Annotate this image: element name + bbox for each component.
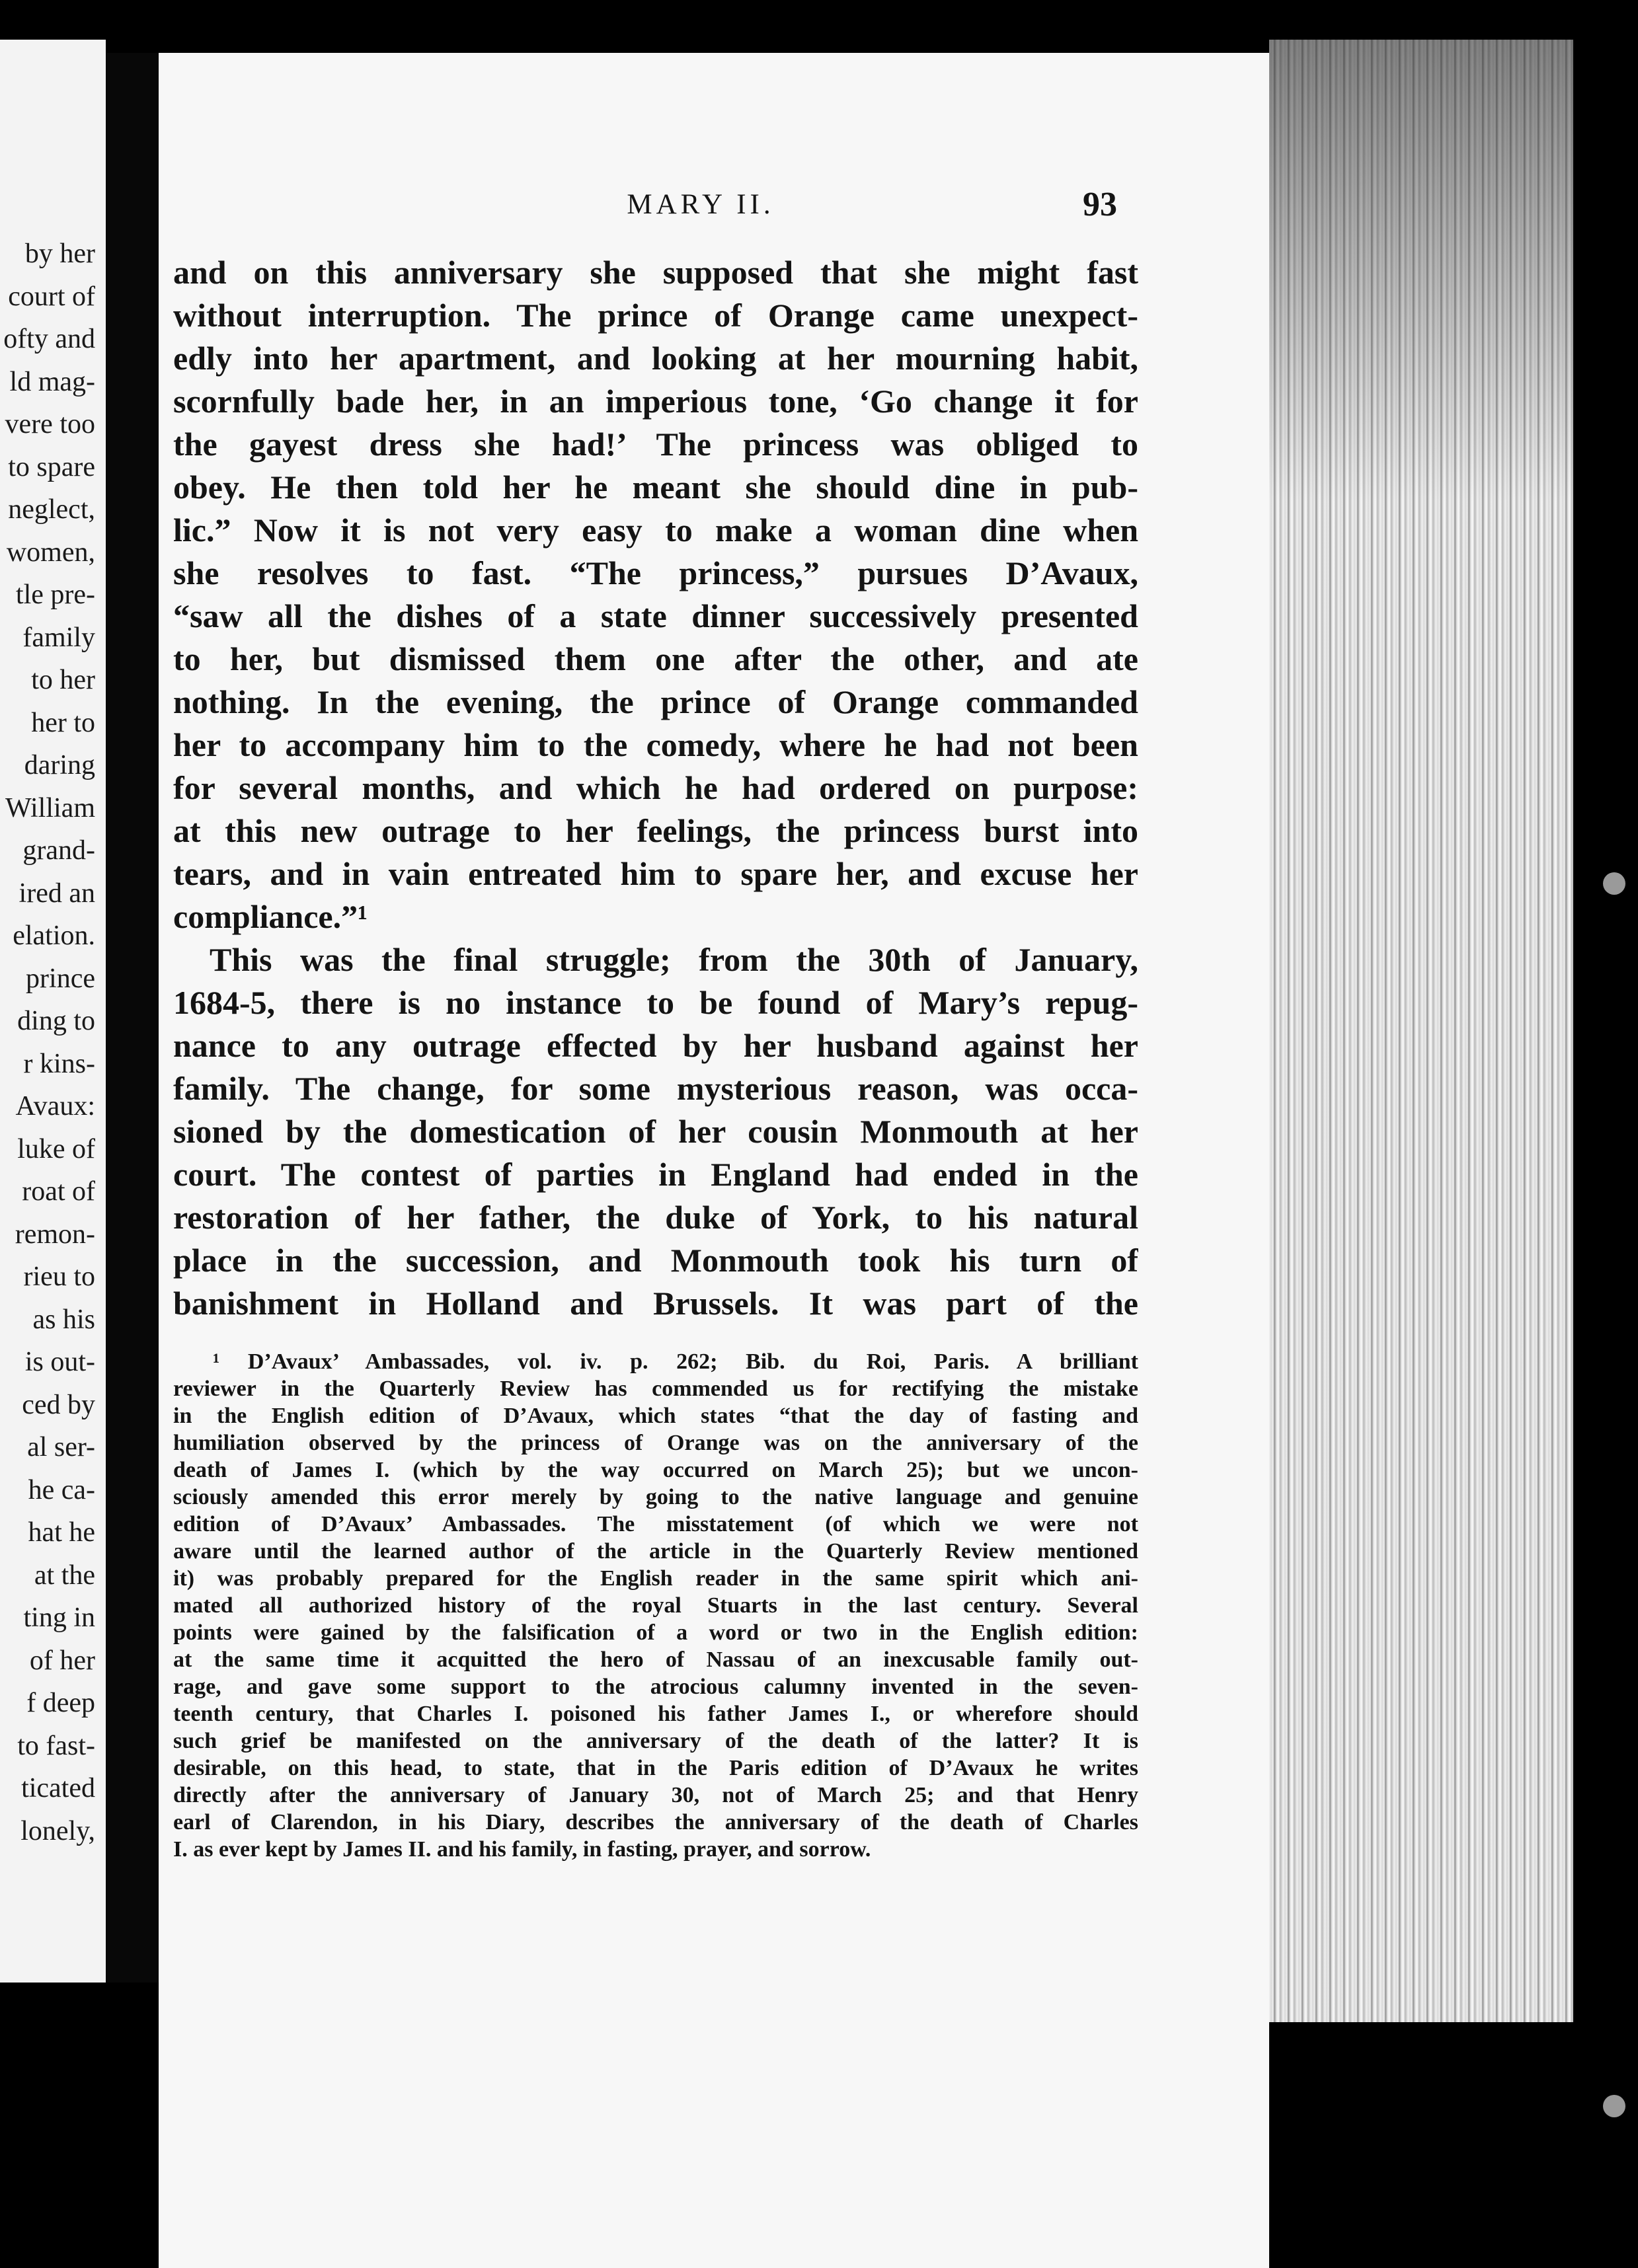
previous-page-line-fragment: grand-	[22, 835, 95, 866]
previous-page-line-fragment: ofty and	[3, 324, 95, 354]
body-text-line: banishment in Holland and Brussels. It was part of the	[173, 1285, 1138, 1322]
previous-page-line-fragment: to her	[31, 665, 95, 695]
fore-edge-shadow	[1269, 40, 1573, 502]
previous-page-line-fragment: of her	[29, 1645, 95, 1676]
previous-page-edge	[0, 40, 106, 1983]
body-text-line: compliance.”¹	[173, 898, 368, 935]
body-text-line: family. The change, for some mysterious reason, was occa-	[173, 1070, 1138, 1107]
footnote-line: ¹ D’Avaux’ Ambassades, vol. iv. p. 262; Bib. du Roi, Paris. A brilliant	[213, 1349, 1138, 1374]
previous-page-line-fragment: neglect,	[8, 494, 95, 525]
body-text-line: sioned by the domestication of her cousin Monmouth at her	[173, 1113, 1138, 1150]
previous-page-line-fragment: to spare	[8, 451, 95, 482]
body-text-line: and on this anniversary she supposed that she might fast	[173, 254, 1138, 291]
previous-page-line-fragment: daring	[24, 750, 95, 780]
body-text-line: to her, but dismissed them one after the other, and ate	[173, 640, 1138, 677]
page-number: 93	[1083, 186, 1117, 223]
previous-page-line-fragment: court of	[8, 281, 95, 312]
previous-page-line-fragment: as his	[32, 1304, 95, 1335]
footnote-line: at the same time it acquitted the hero of Nassau of an inexcusable family out-	[173, 1647, 1138, 1672]
body-text-line: for several months, and which he had ordered on purpose:	[173, 769, 1138, 806]
footnote-line: in the English edition of D’Avaux, which states “that the day of fasting and	[173, 1404, 1138, 1428]
previous-page-line-fragment: hat he	[28, 1517, 95, 1548]
previous-page-line-fragment: by her	[24, 239, 95, 269]
previous-page-line-fragment: vere too	[5, 409, 95, 439]
body-text-line: tears, and in vain entreated him to spare her, and excuse her	[173, 855, 1138, 892]
previous-page-line-fragment: at the	[34, 1560, 95, 1591]
previous-page-line-fragment: roat of	[22, 1176, 95, 1207]
book-gutter	[106, 53, 159, 1983]
previous-page-line-fragment: ld mag-	[9, 366, 95, 397]
footnote-line: edition of D’Avaux’ Ambassades. The misstatement (of which we were not	[173, 1512, 1138, 1536]
body-text-line: lic.” Now it is not very easy to make a woman dine when	[173, 511, 1138, 548]
previous-page-line-fragment: is out-	[24, 1347, 95, 1377]
footnote-line: points were gained by the falsification of a word or two in the English edition:	[173, 1620, 1138, 1645]
footnote-line: earl of Clarendon, in his Diary, describes the anniversary of the death of Charles	[173, 1810, 1138, 1834]
body-text-line: obey. He then told her he meant she should dine in pub-	[173, 469, 1138, 506]
previous-page-line-fragment: al ser-	[27, 1432, 95, 1462]
binding-hole	[1603, 872, 1625, 895]
footnote-line: death of James I. (which by the way occurred on March 25); but we uncon-	[173, 1458, 1138, 1482]
page-bottom-margin	[159, 1983, 1269, 2268]
previous-page-line-fragment: f deep	[26, 1688, 95, 1718]
body-text-line: 1684-5, there is no instance to be found of Mary’s repug-	[173, 984, 1138, 1021]
previous-page-line-fragment: her to	[31, 707, 95, 738]
previous-page-line-fragment: to fast-	[17, 1730, 95, 1761]
footnote-line: such grief be manifested on the anniversary of the death of the latter? It is	[173, 1729, 1138, 1753]
main-text	[173, 251, 1138, 1325]
previous-page-line-fragment: lonely,	[20, 1815, 95, 1846]
body-text-line: the gayest dress she had!’ The princess was obliged to	[173, 426, 1138, 463]
previous-page-line-fragment: Avaux:	[15, 1091, 95, 1121]
footnote-line: humiliation observed by the princess of Orange was on the anniversary of the	[173, 1431, 1138, 1455]
body-text-line: nothing. In the evening, the prince of Orange commanded	[173, 683, 1138, 720]
footnote-line: I. as ever kept by James II. and his family, in fasting, prayer, and sorrow.	[173, 1837, 871, 1862]
body-text-line: restoration of her father, the duke of York, to his natural	[173, 1199, 1138, 1236]
body-text-line: her to accompany him to the comedy, where he had not been	[173, 726, 1138, 763]
body-text-line: at this new outrage to her feelings, the princess burst into	[173, 812, 1138, 849]
scan-right-border	[1573, 0, 1638, 2268]
previous-page-line-fragment: remon-	[15, 1219, 95, 1250]
previous-page-line-fragment: elation.	[13, 921, 95, 951]
body-text-line: court. The contest of parties in England had ended in the	[173, 1156, 1138, 1193]
footnote-line: mated all authorized history of the royal Stuarts in the last century. Several	[173, 1593, 1138, 1618]
footnote-line: reviewer in the Quarterly Review has commended us for rectifying the mistake	[173, 1377, 1138, 1401]
previous-page-line-fragment: tle pre-	[15, 580, 95, 610]
body-text-line: “saw all the dishes of a state dinner successively presented	[173, 597, 1138, 634]
body-text-line: without interruption. The prince of Orange came unexpect-	[173, 297, 1138, 334]
body-text-line: nance to any outrage effected by her husband against her	[173, 1027, 1138, 1064]
footnote-line: it) was probably prepared for the English reader in the same spirit which ani-	[173, 1566, 1138, 1591]
body-text-line: This was the final struggle; from the 30th of January,	[210, 941, 1138, 978]
footnote-line: rage, and gave some support to the atrocious calumny invented in the seven-	[173, 1675, 1138, 1699]
previous-page-line-fragment: ting in	[23, 1603, 95, 1633]
previous-page-line-fragment: he ca-	[28, 1474, 95, 1505]
previous-page-line-fragment: ired an	[19, 878, 95, 909]
running-head: MARY II.	[627, 189, 775, 220]
body-text-line: edly into her apartment, and looking at her mourning habit,	[173, 340, 1138, 377]
footnote-block	[173, 1348, 1138, 1863]
previous-page-line-fragment: ced by	[22, 1389, 95, 1420]
previous-page-line-fragment: prince	[26, 963, 95, 994]
page-header	[159, 185, 1269, 225]
previous-page-line-fragment: women,	[6, 537, 95, 568]
binding-hole	[1603, 2095, 1625, 2117]
footnote-line: sciously amended this error merely by going to the native language and genuine	[173, 1485, 1138, 1509]
previous-page-line-fragment: ding to	[17, 1006, 95, 1036]
footnote-line: aware until the learned author of the article in the Quarterly Review mentioned	[173, 1539, 1138, 1564]
body-text-line: place in the succession, and Monmouth took his turn of	[173, 1242, 1138, 1279]
book-page	[159, 53, 1269, 2268]
previous-page-line-fragment: William	[5, 792, 95, 823]
footnote-line: desirable, on this head, to state, that in the Paris edition of D’Avaux he writes	[173, 1756, 1138, 1780]
body-text-line: she resolves to fast. “The princess,” pursues D’Avaux,	[173, 554, 1138, 591]
previous-page-line-fragment: family	[22, 622, 95, 653]
previous-page-line-fragment: rieu to	[23, 1262, 95, 1292]
previous-page-line-fragment: luke of	[17, 1133, 95, 1164]
previous-page-line-fragment: r kins-	[23, 1048, 95, 1079]
footnote-line: teenth century, that Charles I. poisoned his father James I., or wherefore should	[173, 1702, 1138, 1726]
previous-page-line-fragment: ticated	[21, 1773, 95, 1803]
body-text-line: scornfully bade her, in an imperious tone, ‘Go change it for	[173, 383, 1138, 420]
footnote-line: directly after the anniversary of January 30, not of March 25; and that Henry	[173, 1783, 1138, 1807]
